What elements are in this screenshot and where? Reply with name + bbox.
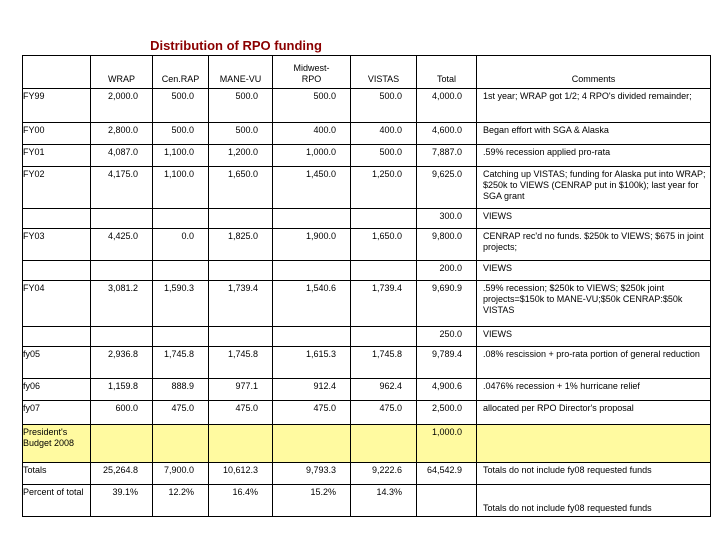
comment-cell: Began effort with SGA & Alaska: [477, 123, 711, 145]
table-row: [23, 89, 711, 123]
value-cell: [417, 485, 477, 517]
value-cell: 2,800.0: [91, 123, 153, 145]
value-cell: 500.0: [153, 89, 209, 123]
value-cell: 250.0: [417, 327, 477, 347]
header-mane-vu: MANE-VU: [209, 56, 273, 89]
value-cell: 15.2%: [273, 485, 351, 517]
table-row: [23, 347, 711, 379]
row-label: fy07: [23, 401, 91, 425]
value-cell: 1,000.0: [417, 425, 477, 463]
table-row: [23, 379, 711, 401]
value-cell: [91, 327, 153, 347]
value-cell: [351, 327, 417, 347]
value-cell: 9,789.4: [417, 347, 477, 379]
value-cell: [273, 425, 351, 463]
comment-cell: .59% recession applied pro-rata: [477, 145, 711, 167]
table-row: [23, 167, 711, 209]
value-cell: 1,540.6: [273, 281, 351, 327]
value-cell: [351, 425, 417, 463]
table-row: [23, 281, 711, 327]
comment-cell: Catching up VISTAS; funding for Alaska put into WRAP; $250k to VIEWS (CENRAP put in $100k); last year for SGA grant: [477, 167, 711, 209]
row-label: FY00: [23, 123, 91, 145]
header-row: [23, 56, 711, 89]
value-cell: 7,887.0: [417, 145, 477, 167]
value-cell: [153, 261, 209, 281]
comment-cell: .59% recession; $250k to VIEWS; $250k joint projects=$150k to MANE-VU;$50k CENRAP:$50k VISTAS: [477, 281, 711, 327]
value-cell: 39.1%: [91, 485, 153, 517]
value-cell: 1,739.4: [209, 281, 273, 327]
value-cell: 4,175.0: [91, 167, 153, 209]
value-cell: 1,450.0: [273, 167, 351, 209]
header-comments: Comments: [477, 56, 711, 89]
value-cell: 7,900.0: [153, 463, 209, 485]
value-cell: 1,100.0: [153, 167, 209, 209]
value-cell: 1,200.0: [209, 145, 273, 167]
header-midwest-rpo: Midwest- RPO: [273, 56, 351, 89]
value-cell: [91, 209, 153, 229]
value-cell: 300.0: [417, 209, 477, 229]
value-cell: 475.0: [273, 401, 351, 425]
value-cell: 9,625.0: [417, 167, 477, 209]
value-cell: 1,825.0: [209, 229, 273, 261]
value-cell: 400.0: [351, 123, 417, 145]
value-cell: 12.2%: [153, 485, 209, 517]
value-cell: 200.0: [417, 261, 477, 281]
value-cell: 400.0: [273, 123, 351, 145]
value-cell: [153, 327, 209, 347]
value-cell: 2,500.0: [417, 401, 477, 425]
comment-cell: 1st year; WRAP got 1/2; 4 RPO's divided remainder;: [477, 89, 711, 123]
value-cell: 3,081.2: [91, 281, 153, 327]
value-cell: 4,000.0: [417, 89, 477, 123]
value-cell: 64,542.9: [417, 463, 477, 485]
row-label: fy05: [23, 347, 91, 379]
value-cell: 1,739.4: [351, 281, 417, 327]
comment-cell: allocated per RPO Director's proposal: [477, 401, 711, 425]
row-label: President's Budget 2008: [23, 425, 91, 463]
comment-cell: VIEWS: [477, 209, 711, 229]
value-cell: [351, 209, 417, 229]
comment-cell: VIEWS: [477, 261, 711, 281]
value-cell: 1,650.0: [209, 167, 273, 209]
value-cell: 4,900.6: [417, 379, 477, 401]
header-total: Total: [417, 56, 477, 89]
row-label: FY03: [23, 229, 91, 261]
value-cell: 1,650.0: [351, 229, 417, 261]
table-row: [23, 145, 711, 167]
value-cell: 10,612.3: [209, 463, 273, 485]
funding-table: [22, 55, 711, 517]
value-cell: [351, 261, 417, 281]
value-cell: 9,793.3: [273, 463, 351, 485]
value-cell: 1,250.0: [351, 167, 417, 209]
value-cell: 0.0: [153, 229, 209, 261]
value-cell: 1,745.8: [209, 347, 273, 379]
comment-cell: Totals do not include fy08 requested funds: [477, 463, 711, 485]
value-cell: 1,745.8: [351, 347, 417, 379]
value-cell: 1,000.0: [273, 145, 351, 167]
comment-cell: .08% rescission + pro-rata portion of general reduction: [477, 347, 711, 379]
table-row: [23, 209, 711, 229]
header-cenrap: Cen.RAP: [153, 56, 209, 89]
value-cell: 9,222.6: [351, 463, 417, 485]
table-row: [23, 327, 711, 347]
value-cell: 500.0: [351, 89, 417, 123]
row-label: Percent of total: [23, 485, 91, 517]
table-row: [23, 123, 711, 145]
row-label: FY99: [23, 89, 91, 123]
row-label: [23, 209, 91, 229]
value-cell: 4,425.0: [91, 229, 153, 261]
value-cell: 912.4: [273, 379, 351, 401]
value-cell: 500.0: [153, 123, 209, 145]
value-cell: 2,936.8: [91, 347, 153, 379]
row-label: FY01: [23, 145, 91, 167]
value-cell: 9,800.0: [417, 229, 477, 261]
value-cell: 500.0: [209, 89, 273, 123]
value-cell: 475.0: [351, 401, 417, 425]
value-cell: 1,100.0: [153, 145, 209, 167]
value-cell: 9,690.9: [417, 281, 477, 327]
value-cell: 475.0: [153, 401, 209, 425]
page-title: Distribution of RPO funding: [150, 38, 322, 53]
value-cell: 475.0: [209, 401, 273, 425]
value-cell: 962.4: [351, 379, 417, 401]
value-cell: 1,159.8: [91, 379, 153, 401]
value-cell: [209, 327, 273, 347]
header-vistas: VISTAS: [351, 56, 417, 89]
value-cell: 25,264.8: [91, 463, 153, 485]
comment-cell: .0476% recession + 1% hurricane relief: [477, 379, 711, 401]
comment-cell: CENRAP rec'd no funds. $250k to VIEWS; $675 in joint projects;: [477, 229, 711, 261]
row-label: [23, 327, 91, 347]
table-row: [23, 425, 711, 463]
value-cell: 600.0: [91, 401, 153, 425]
table-row: [23, 463, 711, 485]
value-cell: 1,590.3: [153, 281, 209, 327]
table-row: [23, 401, 711, 425]
value-cell: 1,900.0: [273, 229, 351, 261]
value-cell: 888.9: [153, 379, 209, 401]
value-cell: [153, 209, 209, 229]
value-cell: 500.0: [209, 123, 273, 145]
header-blank: [23, 56, 91, 89]
value-cell: [273, 209, 351, 229]
value-cell: [91, 425, 153, 463]
row-label: fy06: [23, 379, 91, 401]
value-cell: 977.1: [209, 379, 273, 401]
value-cell: [91, 261, 153, 281]
header-wrap: WRAP: [91, 56, 153, 89]
value-cell: [153, 425, 209, 463]
table-row: [23, 261, 711, 281]
comment-cell: Totals do not include fy08 requested funds: [477, 485, 711, 517]
value-cell: 500.0: [273, 89, 351, 123]
value-cell: [273, 261, 351, 281]
value-cell: [209, 261, 273, 281]
table-row: [23, 229, 711, 261]
row-label: FY02: [23, 167, 91, 209]
value-cell: 1,745.8: [153, 347, 209, 379]
comment-cell: [477, 425, 711, 463]
value-cell: 4,600.0: [417, 123, 477, 145]
table-row: [23, 485, 711, 517]
value-cell: [273, 327, 351, 347]
value-cell: 1,615.3: [273, 347, 351, 379]
row-label: [23, 261, 91, 281]
comment-cell: VIEWS: [477, 327, 711, 347]
row-label: Totals: [23, 463, 91, 485]
value-cell: 2,000.0: [91, 89, 153, 123]
value-cell: 500.0: [351, 145, 417, 167]
value-cell: [209, 209, 273, 229]
value-cell: 16.4%: [209, 485, 273, 517]
value-cell: [209, 425, 273, 463]
value-cell: 14.3%: [351, 485, 417, 517]
value-cell: 4,087.0: [91, 145, 153, 167]
row-label: FY04: [23, 281, 91, 327]
